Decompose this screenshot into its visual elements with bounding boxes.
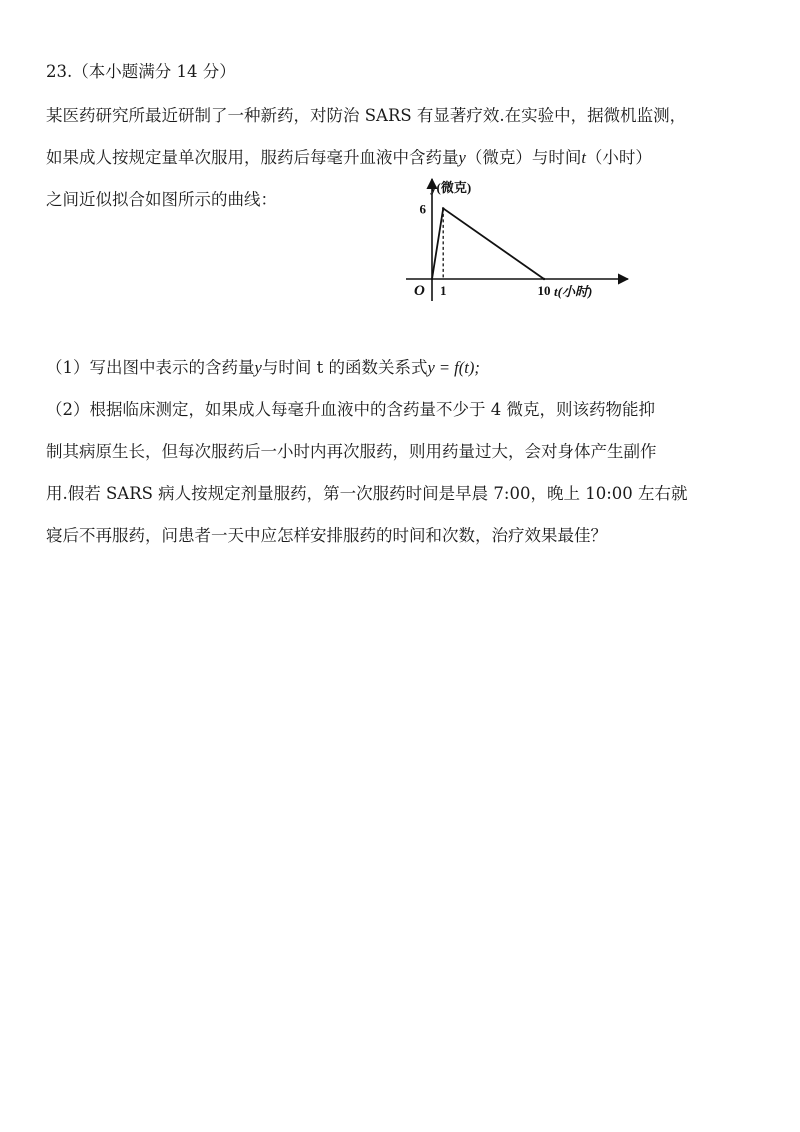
intro-text-3: 之间近似拟合如图所示的曲线： — [46, 190, 277, 209]
question-2-line-4 — [46, 524, 607, 548]
curve-vertex — [543, 278, 545, 280]
variable-y: y — [458, 148, 466, 167]
y-tick-label: 6 — [419, 201, 426, 217]
q1-text-a: （1）写出图中表示的含药量 — [46, 358, 255, 377]
origin-label: O — [414, 283, 425, 299]
q2-text-2: 制其病原生长，但每次服药后一小时内再次服药，则用药量过大，会对身体产生副作 — [46, 442, 657, 461]
question-2-line-2 — [46, 440, 657, 464]
variable-t: t — [581, 148, 586, 167]
y-axis-label: y(微克) — [430, 180, 472, 195]
curve-vertex — [442, 207, 444, 209]
q1-text-b: 与时间 t 的函数关系式 — [261, 358, 428, 377]
problem-intro-line-1 — [46, 104, 686, 128]
problem-number-and-score: 23.（本小题满分 14 分） — [46, 62, 236, 81]
q2-text-3: 用.假若 SARS 病人按规定剂量服药，第一次服药时间是早晨 7:00，晚上 10:00 左右就 — [46, 484, 688, 503]
intro-text-2b: （微克）与时间 — [465, 148, 582, 167]
question-1-line — [46, 356, 480, 380]
intro-text-2c: （小时） — [585, 148, 652, 167]
intro-text-2a: 如果成人按规定量单次服用，服药后每毫升血液中含药量 — [46, 148, 459, 167]
q1-function-formula: y = f(t); — [427, 358, 480, 377]
intro-text-1: 某医药研究所最近研制了一种新药，对防治 SARS 有显著疗效.在实验中，据微机监测， — [46, 106, 687, 125]
x-axis-label: t(小时) — [554, 284, 593, 299]
problem-header — [46, 60, 236, 84]
curve-vertex — [431, 278, 433, 280]
x-tick-label: 10 — [537, 283, 551, 298]
problem-intro-line-3 — [46, 188, 277, 212]
concentration-time-graph — [404, 176, 630, 306]
q1-variable-y: y — [254, 358, 262, 377]
question-2-line-3 — [46, 482, 688, 506]
question-2-line-1 — [46, 398, 655, 422]
problem-intro-line-2 — [46, 146, 652, 170]
x-tick-label: 1 — [439, 283, 447, 298]
q2-text-1: （2）根据临床测定，如果成人每毫升血液中的含药量不少于 4 微克，则该药物能抑 — [46, 400, 655, 419]
q2-text-4: 寝后不再服药，问患者一天中应怎样安排服药的时间和次数，治疗效果最佳？ — [46, 526, 607, 545]
concentration-curve — [432, 208, 544, 279]
